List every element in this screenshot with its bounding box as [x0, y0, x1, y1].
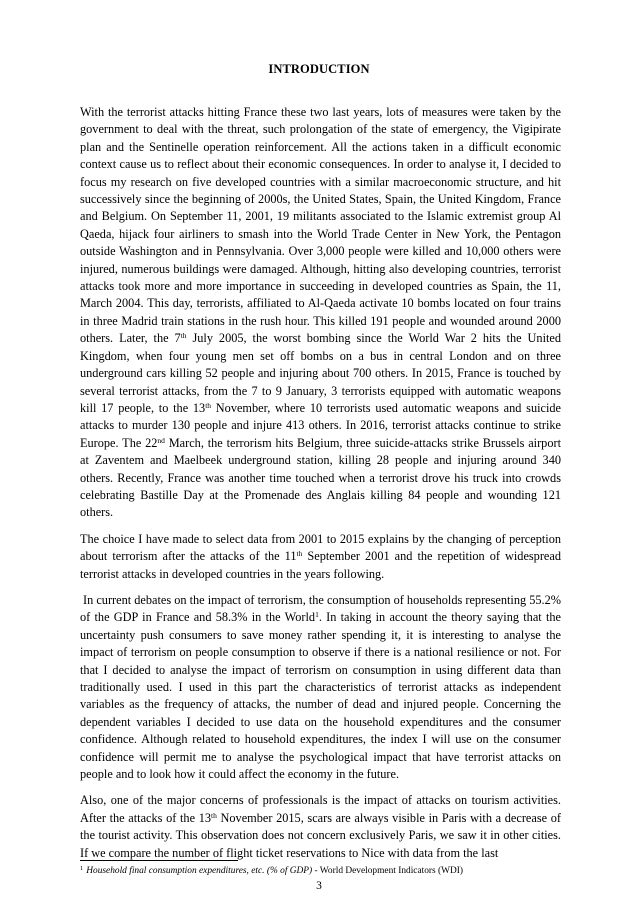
p1-sup-2: th — [205, 400, 212, 410]
p4-text-a: Also, one of the major concerns of professionals is the impact of attacks on tourism activities. After the attacks of the 13 — [80, 793, 561, 825]
p1-sup-1: th — [180, 331, 187, 341]
page-number: 3 — [316, 880, 322, 892]
footnote-ref-1: 1 — [315, 610, 319, 620]
body-text — [80, 104, 561, 871]
paragraph-1 — [80, 104, 561, 522]
p2-text-a: The choice I have made to select data from 2001 to 2015 explains by the changing of perception about terrorism after the attacks of the 11 — [80, 531, 561, 564]
footnote — [80, 865, 561, 877]
p1-text-d: March, the terrorism hits Belgium, three suicide-attacks strike Brussels airport at Zaventem and Maelbeek underground station, killing 28 people and injuring around 340 others. Recently, France was another time touched when a terrorist drove his truck into crowds celebrating Bastille Day at the Promenade des Anglais killing 84 people and wounding 121 others. — [80, 435, 561, 520]
p4-sup-1: th — [211, 810, 217, 820]
footnote-divider — [80, 860, 238, 861]
p1-text-c: November, where 10 terrorists used automatic weapons and suicide attacks to murder 130 people and injure 413 others. In 2016, terrorist attacks continue to strike Europe. The 22 — [80, 400, 561, 450]
p2-text-b: September 2001 and the repetition of widespread terrorist attacks in developed countries in the years following. — [80, 549, 561, 581]
footnote-source-title: Household final consumption expenditures, etc. (% of GDP) — [86, 866, 313, 876]
paragraph-4 — [80, 792, 561, 862]
p1-text-b: July 2005, the worst bombing since the World War 2 hits the United Kingdom, when four young men set off bombs on a bus in central London and on three underground cars killing 52 people and injuring about 700 others. In 2015, France is touched by several terrorist attacks, from the 7 to 9 January, 3 terrorists equipped with automatic weapons kill 17 people, to the 13 — [80, 331, 562, 415]
p1-text-a: With the terrorist attacks hitting France these two last years, lots of measures were taken by the government to deal with the threat, such prolongation of the state of emergency, the Vigipirate plan and the Sentinelle operation reinforcement. All the actions taken in a difficult economic context cause us to reflect about their economic consequences. In order to analyse it, I decided to focus my research on five developed countries with a similar macroeconomic structure, and hit successively since the beginning of 2000s, the United States, Spain, the United Kingdom, France and Belgium. On September 11, 2001, 19 militants associated to the Islamic extremist group Al Qaeda, hijack four airliners to smash into the World Trade Center in New York, the Pentagon outside Washington and in Pennsylvania. Over 3,000 people were killed and 10,000 others were injured, numerous buildings were damaged. Although, hitting also developing countries, terrorist attacks took more and more importance in succeeding in developed countries as Spain, the 11, March 2004. This day, terrorists, affiliated to Al-Qaeda activate 10 bombs located on four trains in three Madrid train stations in the rush hour. This killed 191 people and wounded around 2000 others. Later, the 7 — [80, 105, 561, 346]
p3-text-a: In current debates on the impact of terrorism, the consumption of households representing 55.2% of the GDP in France and 58.3% in the World — [80, 592, 561, 625]
p2-sup-1: th — [296, 549, 303, 559]
footnote-source-rest: - World Development Indicators (WDI) — [312, 866, 464, 876]
paragraph-2 — [80, 531, 561, 583]
paragraph-3 — [80, 592, 561, 783]
footnote-mark: 1 — [80, 865, 84, 872]
p1-sup-3: nd — [157, 435, 165, 445]
p3-text-b: . In taking in account the theory saying that the uncertainty push consumers to save money rather spending it, it is interesting to analyse the impact of terrorism on people consumption to observe if there is a national resilience or not. For that I decided to analyse the impact of terrorism on consumption in using different data than traditionally used. I used in this part the characteristics of terrorist attacks as independent variables as the frequency of attacks, the number of dead and injured people. Concerning the dependent variables I decided to use data on the household expenditures and the consumer confidence. Although related to household expenditures, the index I will use on the consumer confidence will permit me to analyse the psychological impact that have terrorist attacks on people and to look how it could affect the economy in the future. — [80, 610, 561, 782]
section-heading: INTRODUCTION — [268, 62, 370, 76]
p4-text-b: November 2015, scars are always visible in Paris with a decrease of the tourist activity. This observation does not concern exclusively Paris, we saw it in other cities. If we compare the number of flight ticket reservations to Nice with data from the last — [80, 810, 562, 860]
